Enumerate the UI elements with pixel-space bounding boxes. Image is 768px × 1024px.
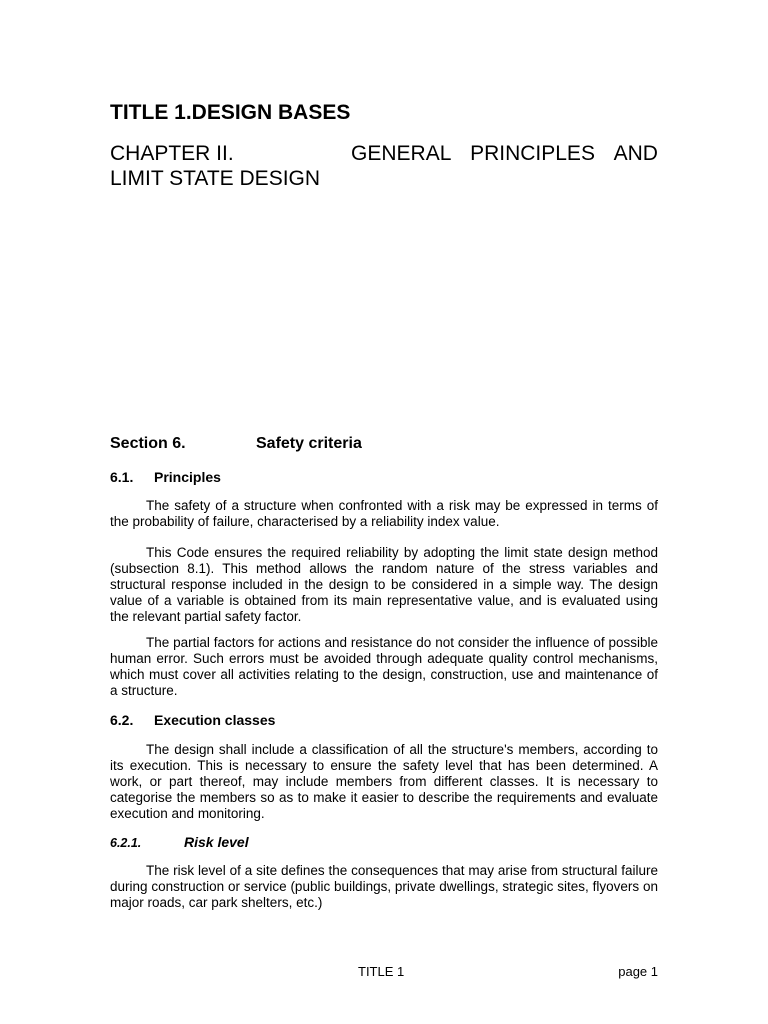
subsubsection-heading-risk-level bbox=[110, 833, 249, 852]
paragraph: This Code ensures the required reliability by adopting the limit state design method (subsection 8.1). This method allows the random nature of the stress variables and structural response included in the design to be considered in a simple way. The design value of a variable is obtained from its main representative value, and is evaluated using the relevant partial safety factor. bbox=[110, 545, 658, 624]
subsection-number: 6.2. bbox=[110, 712, 134, 728]
subsection-heading-execution-classes bbox=[110, 711, 276, 729]
subsubsection-number: 6.2.1. bbox=[110, 836, 142, 850]
chapter-number: CHAPTER II. bbox=[110, 142, 234, 165]
subsection-number: 6.1. bbox=[110, 469, 134, 485]
section-title: Safety criteria bbox=[256, 435, 362, 452]
chapter-title-word: AND bbox=[613, 142, 658, 165]
subsection-heading-principles bbox=[110, 468, 221, 486]
document-title: TITLE 1.DESIGN BASES bbox=[110, 101, 351, 124]
subsection-title: Principles bbox=[154, 469, 221, 485]
subsection-title: Execution classes bbox=[154, 712, 276, 728]
section-heading bbox=[110, 434, 362, 454]
subsubsection-title: Risk level bbox=[184, 834, 249, 850]
section-number: Section 6. bbox=[110, 435, 186, 452]
paragraph: The partial factors for actions and resistance do not consider the influence of possible human error. Such errors must be avoided through adequate quality control mechanisms, which must cover all activities relating to the design, construction, use and maintenance of a structure. bbox=[110, 635, 658, 698]
chapter-heading-line-1 bbox=[110, 141, 658, 166]
chapter-heading bbox=[110, 141, 658, 191]
chapter-title-word: PRINCIPLES bbox=[470, 142, 595, 165]
chapter-spacer bbox=[252, 141, 332, 166]
page-number: page 1 bbox=[618, 964, 658, 979]
chapter-title-line-2: LIMIT STATE DESIGN bbox=[110, 167, 321, 190]
paragraph: The risk level of a site defines the consequences that may arise from structural failure during construction or service (public buildings, private dwellings, strategic sites, flyovers on major roads, car park shelters, etc.) bbox=[110, 863, 658, 910]
paragraph: The safety of a structure when confronted with a risk may be expressed in terms of the probability of failure, characterised by a reliability index value. bbox=[110, 498, 658, 529]
footer-title: TITLE 1 bbox=[358, 964, 405, 979]
chapter-title-word: GENERAL bbox=[351, 142, 452, 165]
paragraph: The design shall include a classification of all the structure's members, according to its execution. This is necessary to ensure the safety level that has been determined. A work, or part thereof, may include members from different classes. It is necessary to categorise the members so as to make it easier to describe the requirements and evaluate execution and monitoring. bbox=[110, 742, 658, 821]
